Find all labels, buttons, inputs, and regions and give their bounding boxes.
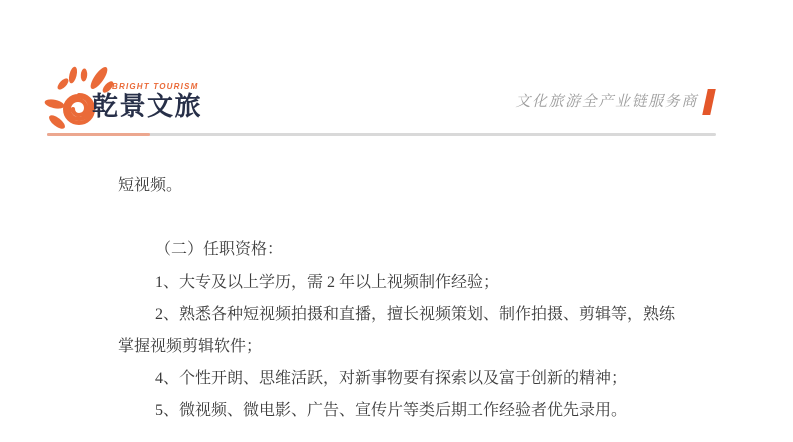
document-line: 掌握视频剪辑软件； [118, 337, 263, 355]
document-line: 5、微视频、微电影、广告、宣传片等类后期工作经验者优先录用。 [155, 402, 628, 420]
tagline-accent-bar [702, 89, 716, 115]
header-tagline-row [515, 89, 713, 115]
document-line: （二）任职资格： [155, 241, 284, 259]
document-line [118, 202, 718, 234]
document-line: 2、熟悉各种短视频拍摄和直播，擅长视频策划、制作拍摄、剪辑等，熟练 [155, 305, 676, 323]
brand-chinese-wordmark: 乾景文旅 [92, 91, 203, 121]
header-divider-accent [47, 133, 150, 136]
document-line: 短视频。 [118, 177, 183, 194]
document-line: 1、大专及以上学历，需 2 年以上视频制作经验； [155, 273, 500, 291]
brand-english-label: BRIGHT TOURISM [112, 82, 199, 91]
header-divider [47, 133, 716, 136]
document-line: 4、个性开朗、思维活跃，对新事物要有探索以及富于创新的精神； [155, 370, 628, 388]
document-body [118, 170, 718, 428]
company-tagline: 文化旅游全产业链服务商 [515, 93, 698, 110]
